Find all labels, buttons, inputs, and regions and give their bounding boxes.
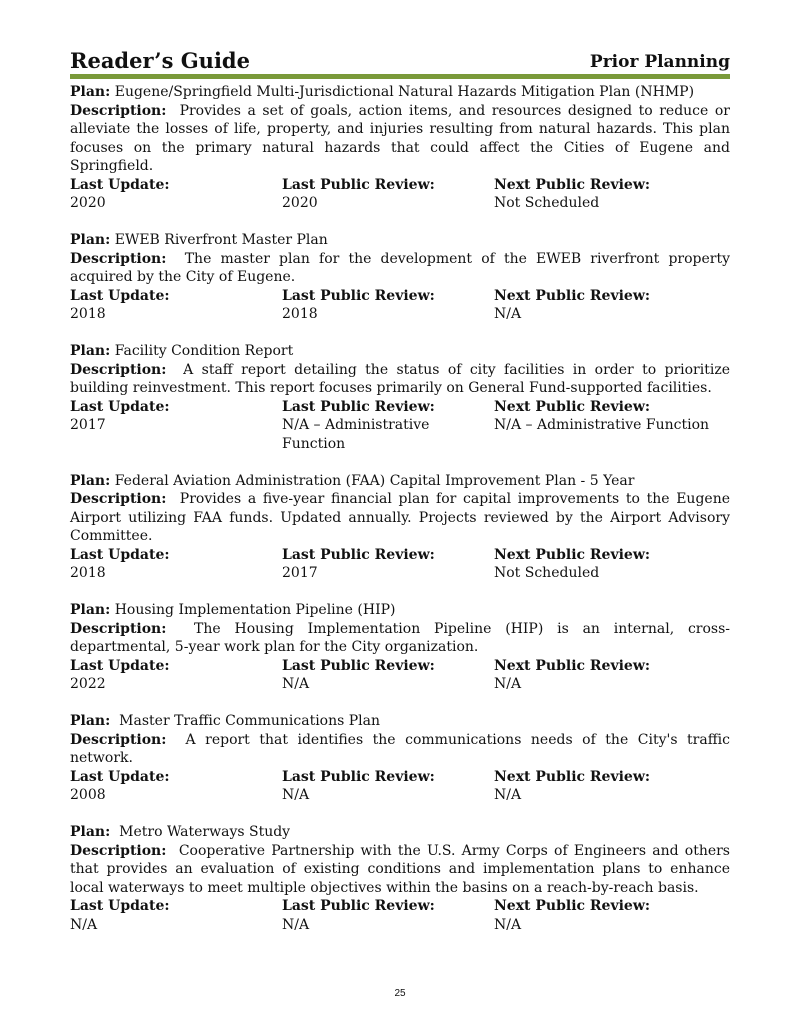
page-number: 25: [394, 988, 406, 999]
last-update-value: 2020: [70, 195, 106, 211]
next-public-review-value: N/A: [494, 306, 522, 322]
plan-name-line: [70, 342, 730, 361]
plan-name: Housing Implementation Pipeline (HIP): [114, 602, 396, 618]
plan-entry: [70, 823, 730, 934]
description-text: Cooperative Partnership with the U.S. Army Corps of Engineers and others that provides an evaluation of existing conditions and implementation plans to enhance local waterways to meet multiple objectives within the basins on a reach-by-reach basis.: [70, 842, 730, 896]
last-update-value: 2017: [70, 417, 106, 433]
last-update-label: Last Update:: [70, 176, 170, 193]
plan-name: Facility Condition Report: [114, 343, 294, 359]
last-public-review-label: Last Public Review:: [282, 287, 435, 304]
last-public-review-value: N/A: [282, 916, 310, 933]
review-values: [70, 916, 730, 935]
last-update-label: Last Update:: [70, 287, 170, 304]
last-update-value: 2022: [70, 676, 106, 692]
last-update-label: Last Update:: [70, 898, 170, 914]
next-public-review-label: Next Public Review:: [494, 657, 651, 674]
description-label: Description:: [70, 102, 167, 119]
plan-description: [70, 250, 730, 287]
review-headers: [70, 546, 730, 565]
plan-description: [70, 731, 730, 768]
last-public-review-value: 2017: [282, 565, 318, 581]
plan-description: [70, 620, 730, 657]
plan-entry: [70, 83, 730, 213]
plan-entry: [70, 712, 730, 805]
review-values: [70, 564, 730, 583]
plan-name-line: [70, 83, 730, 102]
review-headers: [70, 768, 730, 787]
next-public-review-label: Next Public Review:: [494, 768, 651, 785]
next-public-review-label: Next Public Review:: [494, 287, 651, 304]
review-values: [70, 194, 730, 213]
next-public-review-value: Not Scheduled: [494, 195, 600, 211]
description-label: Description:: [70, 491, 167, 507]
plan-name-line: [70, 231, 730, 250]
last-public-review-value: 2018: [282, 306, 318, 322]
next-public-review-value: N/A: [494, 787, 522, 803]
description-text: The master plan for the development of the EWEB riverfront property acquired by the City of Eugene.: [70, 250, 730, 285]
plan-name-line: [70, 712, 730, 731]
description-text: A report that identifies the communications needs of the City's traffic network.: [70, 731, 730, 766]
plan-name: Metro Waterways Study: [119, 824, 291, 840]
description-label: Description:: [70, 731, 167, 748]
plan-description: [70, 842, 730, 898]
next-public-review-value: N/A – Administrative Function: [494, 417, 710, 433]
last-update-label: Last Update:: [70, 657, 170, 674]
description-text: A staff report detailing the status of city facilities in order to prioritize building reinvestment. This report focuses primarily on General Fund-supported facilities.: [70, 361, 730, 396]
description-text: The Housing Implementation Pipeline (HIP) is an internal, cross-departmental, 5-year work plan for the City organization.: [70, 620, 731, 655]
review-values: [70, 675, 730, 694]
last-public-review-value: N/A – Administrative Function: [282, 417, 430, 452]
last-public-review-value: 2020: [282, 195, 318, 211]
plan-label: Plan:: [70, 824, 111, 840]
next-public-review-value: Not Scheduled: [494, 565, 600, 581]
section-title: Prior Planning: [589, 52, 730, 72]
next-public-review-value: N/A: [494, 676, 522, 692]
plan-description: [70, 102, 730, 176]
review-headers: [70, 176, 730, 195]
last-update-label: Last Update:: [70, 546, 170, 563]
last-update-value: 2008: [70, 787, 106, 803]
last-update-value: 2018: [70, 306, 106, 322]
last-public-review-value: N/A: [282, 787, 310, 803]
plan-description: [70, 361, 730, 398]
review-headers: [70, 398, 730, 417]
plan-name: Federal Aviation Administration (FAA) Capital Improvement Plan - 5 Year: [114, 472, 635, 489]
review-values: [70, 786, 730, 805]
last-update-label: Last Update:: [70, 768, 170, 785]
plans-list: [70, 83, 730, 953]
plan-label: Plan:: [70, 343, 111, 359]
last-update-label: Last Update:: [70, 398, 170, 415]
last-public-review-label: Last Public Review:: [282, 546, 435, 563]
plan-name: EWEB Riverfront Master Plan: [114, 232, 328, 248]
page-title: Reader’s Guide: [70, 48, 250, 73]
last-public-review-label: Last Public Review:: [282, 176, 435, 193]
last-public-review-label: Last Public Review:: [282, 657, 435, 674]
description-text: Provides a set of goals, action items, and resources designed to reduce or alleviate the losses of life, property, and injuries resulting from natural hazards. This plan focuses on the primary natural hazards that could affect the Cities of Eugene and Springfield.: [70, 102, 730, 174]
plan-label: Plan:: [70, 84, 111, 100]
description-label: Description:: [70, 620, 167, 637]
plan-name: Master Traffic Communications Plan: [119, 713, 381, 729]
next-public-review-value: N/A: [494, 916, 522, 933]
last-public-review-label: Last Public Review:: [282, 398, 435, 415]
review-headers: [70, 897, 730, 916]
page-header: [70, 48, 730, 74]
plan-name-line: [70, 472, 730, 491]
plan-name: Eugene/Springfield Multi-Jurisdictional Natural Hazards Mitigation Plan (NHMP): [114, 84, 695, 100]
header-rule: [70, 74, 730, 79]
plan-name-line: [70, 601, 730, 620]
last-public-review-label: Last Public Review:: [282, 898, 435, 914]
plan-label: Plan:: [70, 713, 111, 729]
plan-entry: [70, 472, 730, 583]
plan-label: Plan:: [70, 602, 111, 618]
plan-label: Plan:: [70, 472, 111, 489]
description-label: Description:: [70, 842, 167, 859]
last-public-review-label: Last Public Review:: [282, 768, 435, 785]
last-update-value: 2018: [70, 565, 106, 581]
description-label: Description:: [70, 361, 167, 378]
review-values: [70, 416, 730, 453]
plan-label: Plan:: [70, 232, 111, 248]
description-text: Provides a five-year financial plan for capital improvements to the Eugene Airport utilizing FAA funds. Updated annually. Projects reviewed by the Airport Advisory Committee.: [70, 491, 730, 544]
next-public-review-label: Next Public Review:: [494, 398, 651, 415]
review-headers: [70, 287, 730, 306]
next-public-review-label: Next Public Review:: [494, 546, 651, 563]
next-public-review-label: Next Public Review:: [494, 176, 651, 193]
plan-name-line: [70, 823, 730, 842]
last-public-review-value: N/A: [282, 676, 310, 692]
last-update-value: N/A: [70, 916, 98, 933]
description-label: Description:: [70, 250, 167, 267]
review-values: [70, 305, 730, 324]
plan-entry: [70, 601, 730, 694]
next-public-review-label: Next Public Review:: [494, 898, 651, 914]
plan-entry: [70, 231, 730, 324]
review-headers: [70, 657, 730, 676]
plan-description: [70, 490, 730, 546]
plan-entry: [70, 342, 730, 453]
